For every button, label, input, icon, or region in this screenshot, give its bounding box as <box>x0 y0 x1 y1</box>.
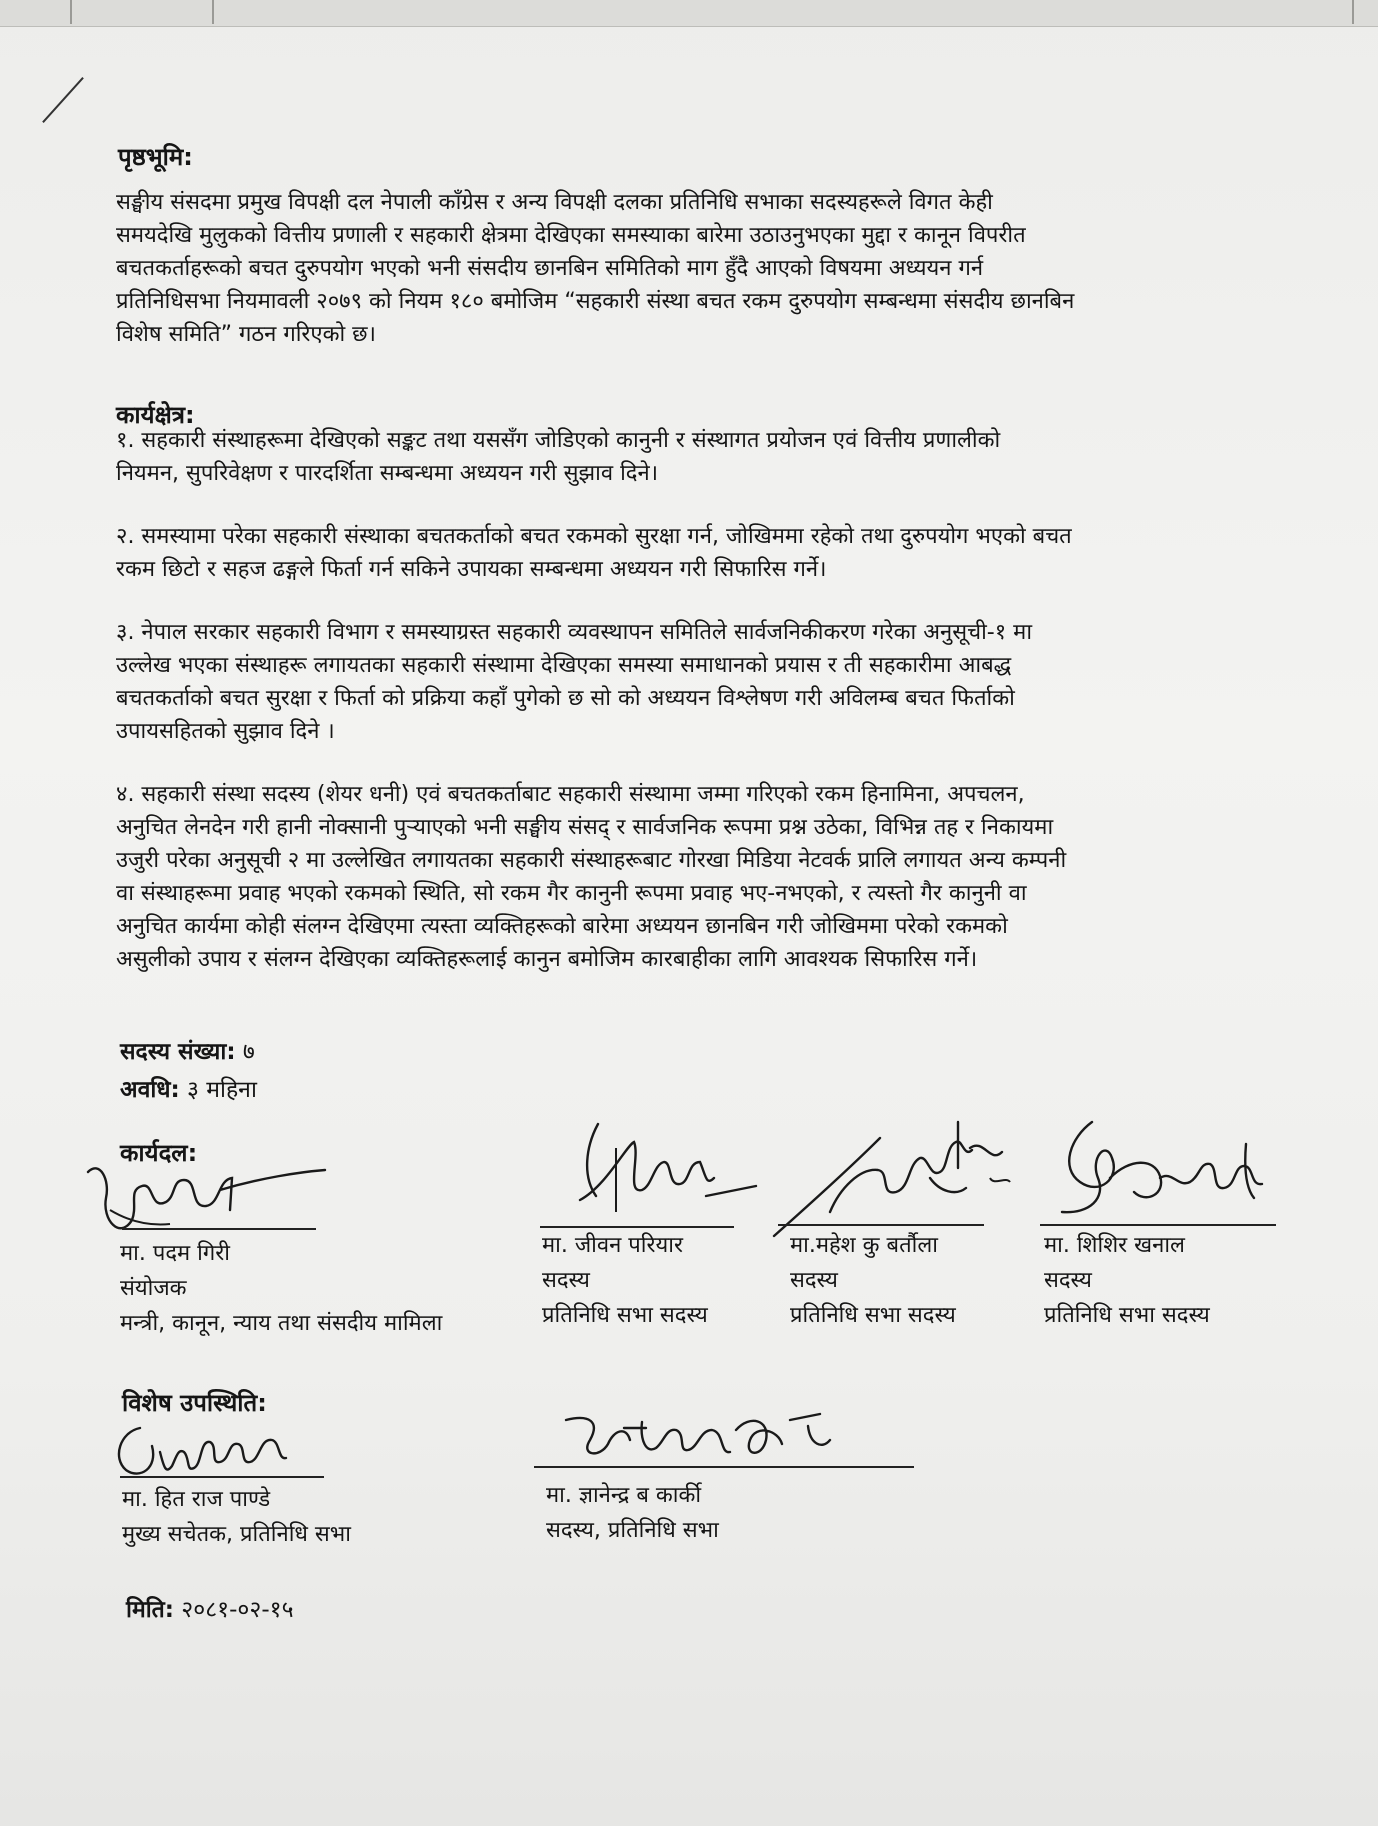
special-signatory-block-1 <box>122 1482 351 1552</box>
signatory-name: मा. शिशिर खनाल <box>1044 1233 1185 1258</box>
document-date <box>126 1592 294 1624</box>
paragraph-line: वा संस्थाहरूमा प्रवाह भएको रकमको स्थिति, सो रकम गैर कानुनी रूपमा प्रवाह भए-नभएको, र त्यस्तो गैर कानुनी वा <box>116 881 1027 906</box>
signatory-role: सदस्य <box>542 1268 590 1293</box>
paragraph-line: अनुचित कार्यमा कोही संलग्न देखिएमा त्यस्ता व्यक्तिहरूको बारेमा अध्ययन छानबिन गरी जोखिममा परेको रकमको <box>116 914 1008 939</box>
previous-page-edge <box>0 0 1378 27</box>
page-edge-mark <box>1352 0 1354 24</box>
signature-line <box>534 1466 914 1468</box>
paragraph-line: उजुरी परेका अनुसूची २ मा उल्लेखित लगायतका सहकारी संस्थाहरूबाट गोरखा मिडिया नेटवर्क प्रालि लगायत अन्य कम्पनी <box>116 848 1067 873</box>
special-signatory-block-2 <box>546 1478 719 1548</box>
date-value: २०८१-०२-१५ <box>181 1597 294 1623</box>
signatory-block-2 <box>542 1228 708 1333</box>
paragraph-line: अनुचित लेनदेन गरी हानी नोक्सानी पुऱ्याएको भनी सङ्घीय संसद् र सार्वजनिक रूपमा प्रश्न उठेका, विभिन्न तह र निकायमा <box>116 815 1054 840</box>
paragraph-line: रकम छिटो र सहज ढङ्गले फिर्ता गर्न सकिने उपायका सम्बन्धमा अध्ययन गरी सिफारिस गर्ने। <box>116 557 827 582</box>
paragraph-line: नियमन, सुपरिवेक्षण र पारदर्शिता सम्बन्धमा अध्ययन गरी सुझाव दिने। <box>116 461 659 486</box>
paragraph-line: विशेष समिति” गठन गरिएको छ। <box>116 322 376 347</box>
signatory-name: मा. ज्ञानेन्द्र ब कार्की <box>546 1483 702 1508</box>
scope-item-4 <box>116 778 1066 976</box>
signatory-block-4 <box>1044 1228 1210 1333</box>
paragraph-line: सङ्घीय संसदमा प्रमुख विपक्षी दल नेपाली काँग्रेस र अन्य विपक्षी दलका प्रतिनिधि सभाका सदस्यहरूले विगत केही <box>116 190 993 215</box>
paragraph-line: ३. नेपाल सरकार सहकारी विभाग र समस्याग्रस्त सहकारी व्यवस्थापन समितिले सार्वजनिकीकरण गरेका अनुसूची-१ मा <box>116 620 1033 645</box>
scope-item-3 <box>116 616 1032 748</box>
signatory-role: सदस्य <box>790 1268 838 1293</box>
date-label: मिति: <box>126 1597 174 1623</box>
background-paragraph <box>116 186 1074 351</box>
scope-heading: कार्यक्षेत्र: <box>116 401 195 429</box>
paragraph-line: समयदेखि मुलुकको वित्तीय प्रणाली र सहकारी क्षेत्रमा देखिएका समस्याका बारेमा उठाउनुभएका मुद्दा र कानून विपरीत <box>116 223 1026 248</box>
scope-item-2 <box>116 520 1072 586</box>
paragraph-line: उल्लेख भएका संस्थाहरू लगायतका सहकारी संस्थामा देखिएका समस्या समाधानको प्रयास र ती सहकारीमा आबद्ध <box>116 653 1012 678</box>
signatory-title: मुख्य सचेतक, प्रतिनिधि सभा <box>122 1522 351 1547</box>
paragraph-line: प्रतिनिधिसभा नियमावली २०७९ को नियम १८० बमोजिम “सहकारी संस्था बचत रकम दुरुपयोग सम्बन्धमा संसदीय छानबिन <box>116 289 1075 314</box>
duration-label: अवधि: <box>120 1077 180 1103</box>
signatory-title: मन्त्री, कानून, न्याय तथा संसदीय मामिला <box>120 1311 443 1336</box>
paragraph-line: ४. सहकारी संस्था सदस्य (शेयर धनी) एवं बचतकर्ताबाट सहकारी संस्थामा जम्मा गरिएको रकम हिनामिना, अपचलन, <box>116 782 1025 807</box>
signature-mahesh-bartaula <box>770 1108 1010 1238</box>
paragraph-line: बचतकर्ताको बचत सुरक्षा र फिर्ता को प्रक्रिया कहाँ पुगेको छ सो को अध्ययन विश्लेषण गरी अविलम्ब बचत फिर्ताको <box>116 686 1015 711</box>
signature-shishir-khanal <box>1050 1118 1280 1228</box>
signatory-role: संयोजक <box>120 1276 187 1301</box>
signatory-block-1 <box>120 1236 442 1341</box>
signatory-name: मा.महेश कु बर्तौला <box>790 1233 938 1258</box>
signatory-name: मा. पदम गिरी <box>120 1241 230 1266</box>
paragraph-line: बचतकर्ताहरूको बचत दुरुपयोग भएको भनी संसदीय छानबिन समितिको माग हुँदै आएको विषयमा अध्ययन गर्न <box>116 256 984 281</box>
signature-line <box>122 1228 316 1230</box>
signatory-name: मा. हित राज पाण्डे <box>122 1487 271 1512</box>
paragraph-line: उपायसहितको सुझाव दिने । <box>116 719 335 744</box>
scope-item-1 <box>116 424 1000 490</box>
taskforce-heading: कार्यदल: <box>120 1139 198 1167</box>
duration-value: ३ महिना <box>186 1077 257 1103</box>
duration <box>120 1072 257 1104</box>
page-edge-mark <box>70 0 72 24</box>
signature-line <box>778 1224 984 1226</box>
signatory-role: सदस्य <box>1044 1268 1092 1293</box>
members-count <box>120 1034 255 1066</box>
signature-jeevan-pariyar <box>556 1116 756 1226</box>
background-heading: पृष्ठभूमि: <box>118 143 193 171</box>
members-count-value: ७ <box>242 1039 255 1065</box>
signatory-name: मा. जीवन परियार <box>542 1233 683 1258</box>
signature-line <box>1040 1224 1276 1226</box>
signatory-title: प्रतिनिधि सभा सदस्य <box>1044 1303 1210 1328</box>
special-presence-heading: विशेष उपस्थिति: <box>122 1389 267 1417</box>
signature-line <box>120 1476 324 1478</box>
page-edge-mark <box>212 0 214 24</box>
paragraph-line: १. सहकारी संस्थाहरूमा देखिएको सङ्कट तथा यससँग जोडिएको कानुनी र संस्थागत प्रयोजन एवं वित्तीय प्रणालीको <box>116 428 1001 453</box>
signatory-title: प्रतिनिधि सभा सदस्य <box>790 1303 956 1328</box>
paragraph-line: २. समस्यामा परेका सहकारी संस्थाका बचतकर्ताको बचत रकमको सुरक्षा गर्न, जोखिममा रहेको तथा दुरुपयोग भएको बचत <box>116 524 1072 549</box>
pen-stroke-mark <box>42 77 84 123</box>
signature-gyanendra-karki <box>560 1400 860 1490</box>
paragraph-line: असुलीको उपाय र संलग्न देखिएका व्यक्तिहरूलाई कानुन बमोजिम कारबाहीका लागि आवश्यक सिफारिस गर्ने। <box>116 947 978 972</box>
members-count-label: सदस्य संख्या: <box>120 1039 236 1065</box>
signatory-title: प्रतिनिधि सभा सदस्य <box>542 1303 708 1328</box>
signatory-block-3 <box>790 1228 956 1333</box>
signatory-title: सदस्य, प्रतिनिधि सभा <box>546 1518 719 1543</box>
